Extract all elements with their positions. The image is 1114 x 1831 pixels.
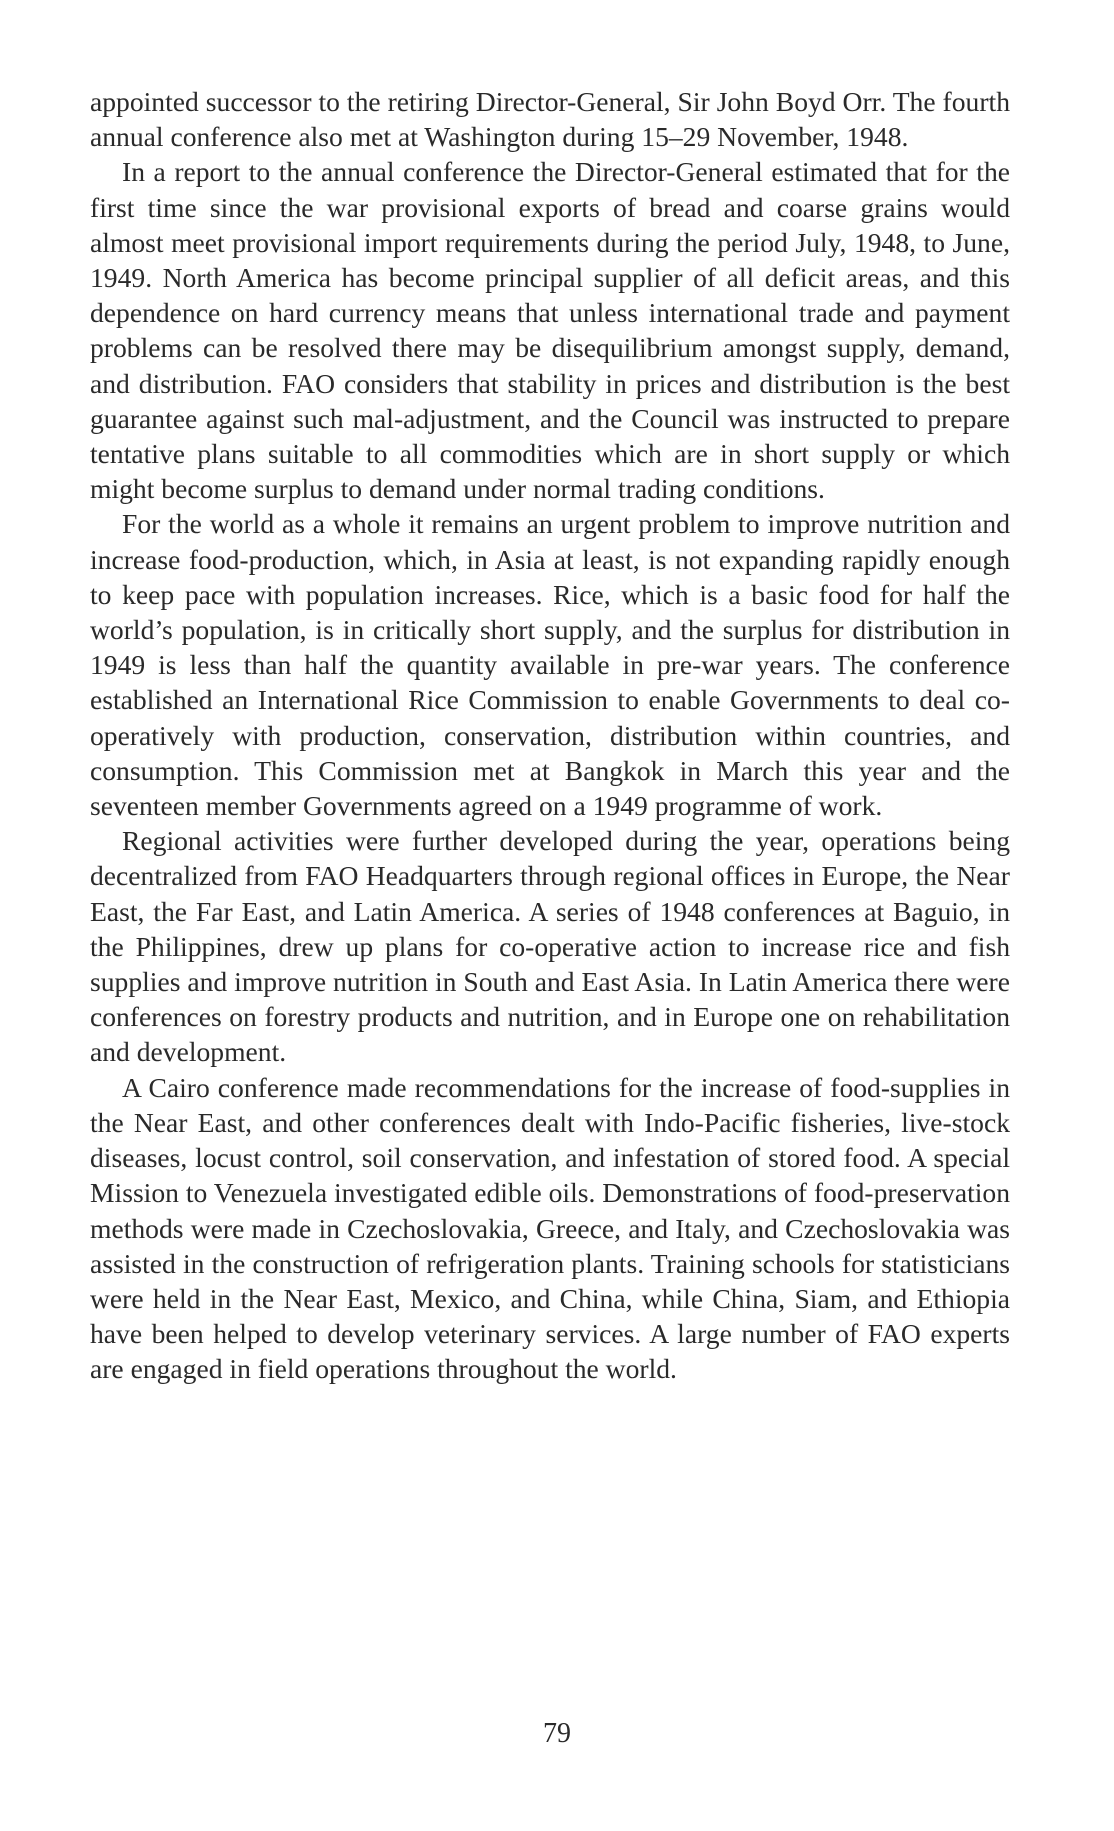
paragraph-2-grain-exports: In a report to the annual conference the Director-General estimated that for the first time since the war provisional exports of bread and coarse grains would almost meet provisional import requirements during the period July, 1948, to June, 1949. North America has become principal supplier of all deficit areas, and this dependence on hard currency means that unless international trade and payment problems can be resolved there may be disequilibrium amongst supply, demand, and distribution. FAO considers that stability in prices and distribution is the best guarantee against such mal-adjustment, and the Council was instructed to prepare tentative plans suitable to all commodities which are in short supply or which might become surplus to demand under normal trading conditions.: [90, 156, 1010, 505]
page-body: [90, 84, 1010, 1387]
page-number: 79: [543, 1718, 571, 1749]
paragraph-3-rice-commission: For the world as a whole it remains an urgent problem to improve nutrition and increase food-production, which, in Asia at least, is not expanding rapidly enough to keep pace with population increases. Rice, which is a basic food for half the world’s population, is in critically short supply, and the surplus for distribution in 1949 is less than half the quantity available in pre-war years. The conference established an International Rice Commission to enable Governments to deal co-operatively with production, conservation, distribution within countries, and consumption. This Commission met at Bangkok in March this year and the seventeen member Governments agreed on a 1949 programme of work.: [90, 508, 1010, 822]
paragraph-5-field-operations: A Cairo conference made recommendations for the increase of food-supplies in the Near East, and other conferences dealt with Indo-Pacific fisheries, live-stock diseases, locust control, soil conservation, and infestation of stored food. A special Mission to Venezuela investigated edible oils. Demonstrations of food-preservation methods were made in Czechoslovakia, Greece, and Italy, and Czechoslovakia was assisted in the construction of refrigeration plants. Training schools for statisticians were held in the Near East, Mexico, and China, while China, Siam, and Ethiopia have been helped to develop veterinary services. A large number of FAO experts are engaged in field operations throughout the world.: [90, 1071, 1010, 1385]
paragraph-4-regional-activities: Regional activities were further developed during the year, operations being decentralized from FAO Headquarters through regional offices in Europe, the Near East, the Far East, and Latin America. A series of 1948 conferences at Baguio, in the Philippines, drew up plans for co-operative action to increase rice and fish supplies and improve nutrition in South and East Asia. In Latin America there were conferences on forestry products and nutrition, and in Europe one on rehabilitation and development.: [90, 825, 1010, 1068]
paragraph-1-continuation: appointed successor to the retiring Director-General, Sir John Boyd Orr. The fourth annual conference also met at Washington during 15–29 November, 1948.: [90, 86, 1010, 153]
